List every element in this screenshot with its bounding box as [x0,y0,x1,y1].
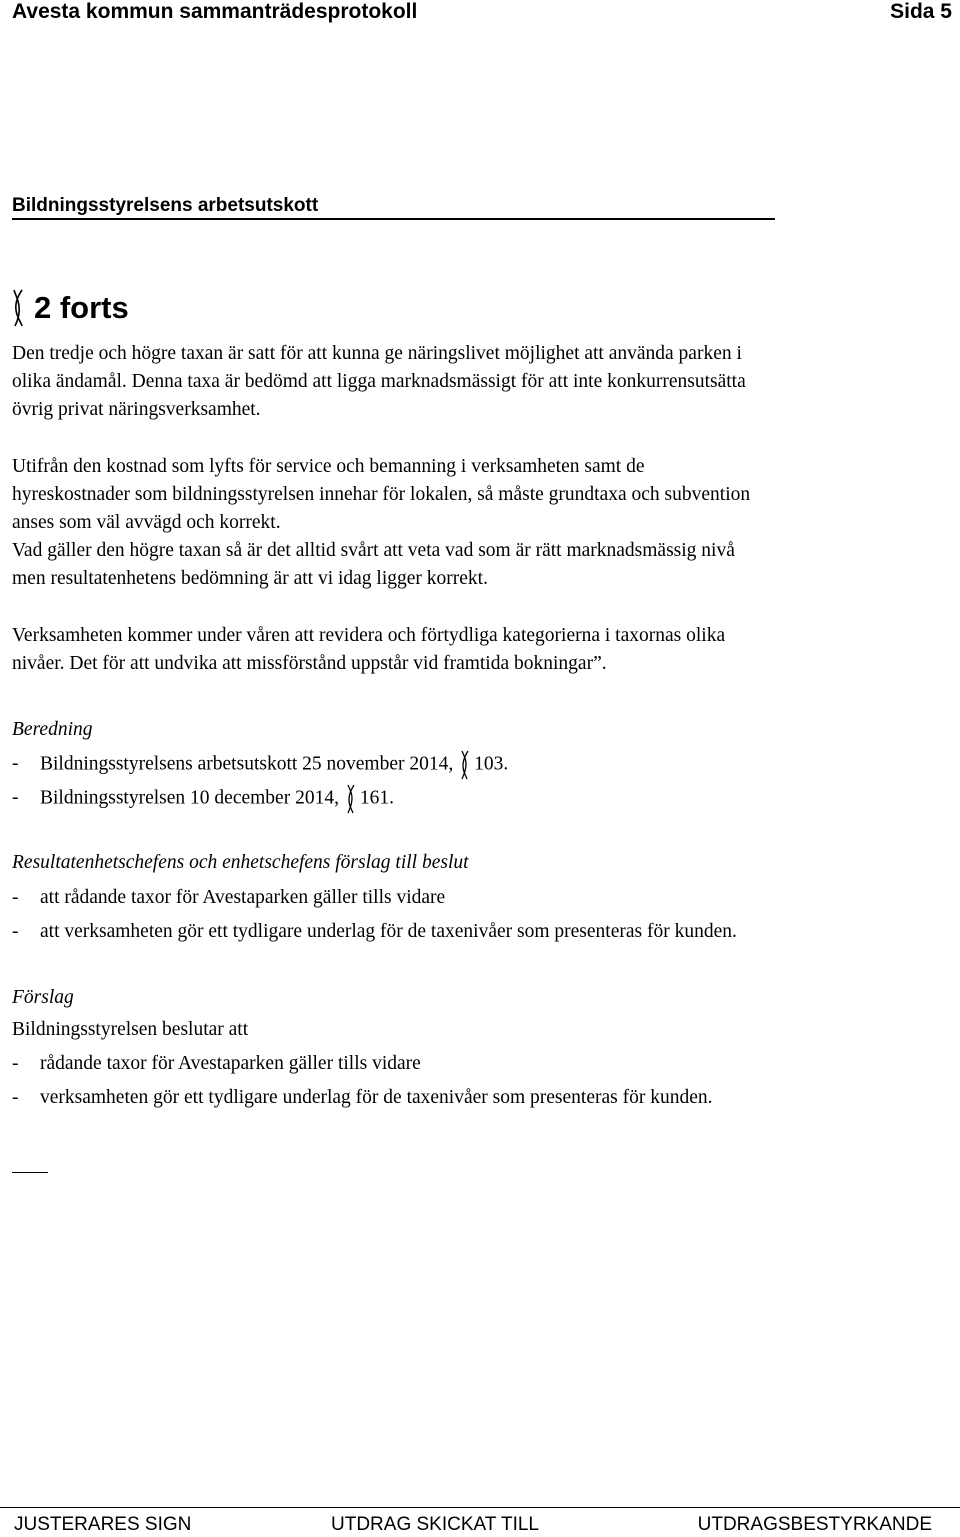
list-dash: - [12,1053,19,1074]
paragraph-1 [12,340,942,424]
recommendation-item [12,884,445,912]
section-number: 2 forts [34,290,129,325]
beredning-item [12,784,394,814]
page-footer [0,1507,960,1537]
list-dash: - [12,1087,19,1108]
committee-name: Bildningsstyrelsens arbetsutskott [12,194,775,220]
beredning-item [12,750,508,780]
recommendation-item [12,918,737,946]
recommendation-item-text: att rådande taxor för Avestaparken gäller tills vidare [40,887,446,908]
paragraph-line: hyreskostnader som bildningsstyrelsen innehar för lokalen, så måste grundtaxa och subvention [12,484,751,505]
beredning-item-ref: 161. [359,787,394,809]
forslag-heading: Förslag [12,987,74,1008]
section-sign-icon [460,750,470,780]
paragraph-line: Verksamheten kommer under våren att revidera och förtydliga kategorierna i taxornas olika [12,625,726,646]
forslag-item [12,1084,713,1112]
recommendation-heading: Resultatenhetschefens och enhetschefens förslag till beslut [12,852,469,873]
paragraph-3 [12,622,942,678]
document-title: Avesta kommun sammanträdesprotokoll [12,0,418,23]
paragraph-line: men resultatenhetens bedömning är att vi idag ligger korrekt. [12,568,488,589]
page-number: Sida 5 [890,0,952,23]
section-heading [12,288,129,328]
beredning-item-text: Bildningsstyrelsens arbetsutskott 25 november 2014, [40,753,454,775]
footer-utdrag-skickat-till: UTDRAG SKICKAT TILL [331,1514,539,1535]
paragraph-2 [12,453,942,593]
page-header [0,0,960,24]
paragraph-line: nivåer. Det för att undvika att missförstånd uppstår vid framtida bokningar”. [12,653,607,674]
recommendation-item-text: att verksamheten gör ett tydligare underlag för de taxenivåer som presenteras för kunden. [40,921,737,942]
beredning-heading: Beredning [12,719,93,740]
section-sign-icon [12,288,26,328]
forslag-item-text: rådande taxor för Avestaparken gäller tills vidare [40,1053,421,1074]
forslag-item-text: verksamheten gör ett tydligare underlag för de taxenivåer som presenteras för kunden. [40,1087,713,1108]
list-dash: - [12,753,19,775]
forslag-item [12,1050,421,1078]
paragraph-line: Vad gäller den högre taxan så är det alltid svårt att veta vad som är rätt marknadsmässig nivå [12,540,735,561]
footer-justerares-sign: JUSTERARES SIGN [14,1514,192,1535]
end-divider [12,1172,48,1173]
list-dash: - [12,921,19,942]
list-dash: - [12,787,19,809]
beredning-item-text: Bildningsstyrelsen 10 december 2014, [40,787,339,809]
beredning-item-ref: 103. [474,753,509,775]
paragraph-line: anses som väl avvägd och korrekt. [12,512,281,533]
paragraph-line: Utifrån den kostnad som lyfts för service och bemanning i verksamheten samt de [12,456,645,477]
forslag-intro: Bildningsstyrelsen beslutar att [12,1019,249,1040]
list-dash: - [12,887,19,908]
paragraph-line: övrig privat näringsverksamhet. [12,399,261,420]
paragraph-line: Den tredje och högre taxan är satt för att kunna ge näringslivet möjlighet att använda parken i [12,343,742,364]
section-sign-icon [346,784,356,814]
footer-utdragsbestyrkande: UTDRAGSBESTYRKANDE [697,1514,932,1535]
paragraph-line: olika ändamål. Denna taxa är bedömd att ligga marknadsmässigt för att inte konkurrensutsätta [12,371,746,392]
